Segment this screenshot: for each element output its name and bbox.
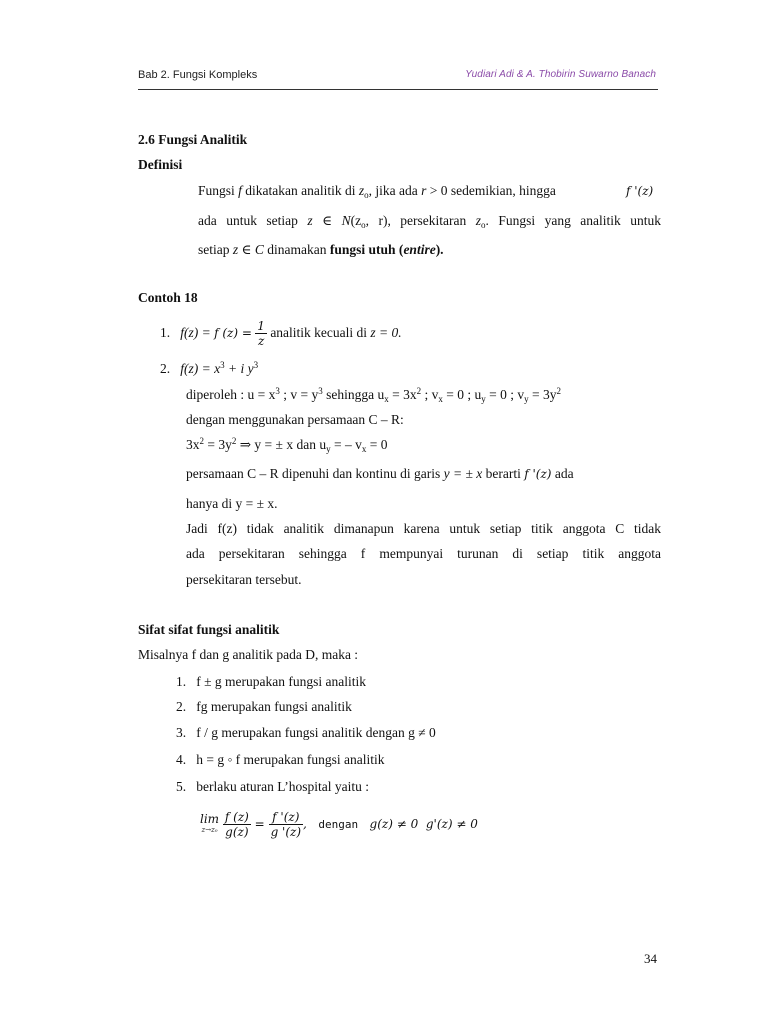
superscript: 2 bbox=[231, 436, 237, 446]
text: C bbox=[254, 242, 264, 257]
text: Fungsi bbox=[198, 183, 235, 198]
derivative-symbol: f '(z) bbox=[626, 184, 654, 198]
subscript: y bbox=[326, 444, 331, 454]
page-number: 34 bbox=[644, 951, 657, 966]
text: = 0 ; v bbox=[485, 387, 525, 402]
text: sehingga u bbox=[326, 387, 385, 402]
list-number: 4. bbox=[176, 752, 187, 767]
text: , r), persekitaran bbox=[365, 213, 467, 228]
text: z bbox=[358, 183, 365, 198]
section-subtitle: Definisi bbox=[138, 157, 183, 172]
equals-sign: = bbox=[254, 817, 265, 831]
text: = 0 ; u bbox=[442, 387, 482, 402]
text: , bbox=[303, 817, 307, 831]
text: f (z) = bbox=[214, 326, 252, 340]
definition-line-1 bbox=[198, 183, 556, 199]
fraction-numerator: f (z) bbox=[224, 810, 249, 824]
text: ∈ bbox=[322, 213, 333, 228]
header-authors: Yudiari Adi & A. Thobirin Suwarno Banach bbox=[465, 69, 656, 80]
list-item bbox=[176, 779, 369, 795]
fraction bbox=[269, 810, 303, 839]
subscript: y bbox=[481, 394, 486, 404]
list-text: berlaku aturan L’hospital yaitu : bbox=[196, 779, 369, 794]
superscript: 3 bbox=[253, 360, 259, 370]
text: dikatakan analitik di bbox=[245, 183, 356, 198]
list-item bbox=[176, 699, 352, 715]
text: f(z) = x bbox=[180, 361, 221, 376]
text: . Fungsi yang analitik untuk bbox=[485, 213, 661, 228]
superscript: 2 bbox=[416, 386, 422, 396]
example-item-2-line-7: ada persekitaran sehingga f mempunyai turunan di setiap titik anggota bbox=[186, 546, 661, 561]
text: diperoleh : u = x bbox=[186, 387, 276, 402]
list-item bbox=[176, 752, 384, 768]
condition: g'(z) ≠ 0 bbox=[425, 817, 478, 831]
fraction-denominator: g '(z) bbox=[270, 825, 302, 839]
example-item-2-line-4 bbox=[186, 466, 574, 482]
properties-title: Sifat sifat fungsi analitik bbox=[138, 622, 280, 637]
list-text: f / g merupakan fungsi analitik dengan g ≠ 0 bbox=[196, 725, 436, 740]
subscript: x bbox=[438, 394, 443, 404]
text: ∈ bbox=[241, 242, 252, 257]
fraction-numerator: f '(z) bbox=[269, 810, 303, 825]
limit bbox=[200, 811, 220, 836]
example-item-2-line-6: Jadi f(z) tidak analitik dimanapun karena untuk setiap titik anggota C tidak bbox=[186, 521, 661, 536]
superscript: 3 bbox=[318, 386, 323, 396]
text: ⇒ y = ± x dan u bbox=[236, 437, 327, 452]
list-number: 1. bbox=[176, 674, 187, 689]
text: z bbox=[475, 213, 481, 228]
text: = 3x bbox=[388, 387, 417, 402]
text: analitik kecuali di bbox=[270, 325, 368, 340]
text: z = 0. bbox=[370, 325, 402, 340]
example-item-2 bbox=[160, 361, 258, 377]
text: ; v = y bbox=[283, 387, 319, 402]
text: = 3y bbox=[528, 387, 557, 402]
list-text: h = g ◦ f merupakan fungsi analitik bbox=[196, 752, 385, 767]
fraction-denominator: g(z) bbox=[225, 825, 249, 839]
text: ada untuk setiap bbox=[198, 213, 298, 228]
lhospital-formula bbox=[200, 805, 478, 844]
text: r bbox=[421, 183, 427, 198]
text: setiap bbox=[198, 242, 230, 257]
superscript: 3 bbox=[275, 386, 280, 396]
text: dinamakan bbox=[267, 242, 327, 257]
list-item bbox=[176, 725, 436, 741]
text: = 0 bbox=[366, 437, 388, 452]
superscript: 2 bbox=[199, 436, 204, 446]
derivative-symbol: f '(z) bbox=[524, 467, 552, 481]
text: N bbox=[341, 213, 351, 228]
text: + i y bbox=[224, 361, 254, 376]
page-header bbox=[138, 69, 658, 90]
subscript: o bbox=[481, 220, 486, 230]
definition-line-2 bbox=[198, 213, 661, 229]
fraction bbox=[223, 810, 251, 839]
text: berarti bbox=[485, 466, 521, 481]
subscript: o bbox=[361, 220, 366, 230]
text: 3x bbox=[186, 437, 200, 452]
list-text: fg merupakan fungsi analitik bbox=[196, 699, 352, 714]
condition: g(z) ≠ 0 bbox=[369, 817, 419, 831]
text: > 0 sedemikian, hingga bbox=[429, 183, 556, 198]
fraction bbox=[255, 319, 267, 348]
example-item-2-line-3 bbox=[186, 437, 387, 453]
list-item bbox=[176, 674, 366, 690]
example-item-1 bbox=[160, 319, 402, 348]
subscript: x bbox=[361, 444, 367, 454]
fraction-numerator: 1 bbox=[257, 319, 265, 334]
text: (z bbox=[350, 213, 362, 228]
properties-intro: Misalnya f dan g analitik pada D, maka : bbox=[138, 647, 359, 662]
subscript: o bbox=[364, 190, 369, 200]
text: persamaan C – R dipenuhi dan kontinu di garis bbox=[186, 466, 441, 481]
example-item-2-line-2: dengan menggunakan persamaan C – R: bbox=[186, 412, 404, 427]
text: = 3y bbox=[204, 437, 232, 452]
section-title: 2.6 Fungsi Analitik bbox=[138, 132, 248, 147]
bold-term: entire bbox=[403, 242, 436, 257]
text: ; v bbox=[424, 387, 439, 402]
list-number: 1. bbox=[160, 325, 171, 340]
example-item-2-line-8: persekitaran tersebut. bbox=[186, 572, 302, 587]
text: f bbox=[238, 183, 242, 198]
example-title: Contoh 18 bbox=[138, 290, 198, 305]
text: f(z) = bbox=[180, 325, 211, 340]
text: , jika ada bbox=[368, 183, 418, 198]
text: y = ± x bbox=[443, 466, 483, 481]
superscript: 3 bbox=[220, 360, 225, 370]
limit-operator: lim bbox=[200, 811, 220, 826]
header-chapter: Bab 2. Fungsi Kompleks bbox=[138, 69, 258, 81]
text: ada bbox=[554, 466, 574, 481]
text: z bbox=[232, 242, 239, 257]
subscript: y bbox=[524, 394, 529, 404]
text: dengan bbox=[318, 818, 359, 831]
example-item-2-line-1 bbox=[186, 387, 561, 403]
list-text: f ± g merupakan fungsi analitik bbox=[196, 674, 366, 689]
list-number: 5. bbox=[176, 779, 187, 794]
list-number: 3. bbox=[176, 725, 187, 740]
text: = – v bbox=[330, 437, 362, 452]
list-number: 2. bbox=[176, 699, 187, 714]
list-number: 2. bbox=[160, 361, 171, 376]
limit-subscript: z→z₀ bbox=[201, 825, 218, 834]
fraction-denominator: z bbox=[257, 334, 265, 349]
text: z bbox=[307, 213, 313, 228]
bold-term: fungsi utuh ( bbox=[329, 242, 404, 257]
text: ). bbox=[435, 242, 444, 257]
example-item-2-line-5: hanya di y = ± x. bbox=[186, 496, 278, 511]
superscript: 2 bbox=[556, 386, 561, 396]
subscript: x bbox=[384, 394, 389, 404]
definition-line-3 bbox=[198, 242, 444, 258]
